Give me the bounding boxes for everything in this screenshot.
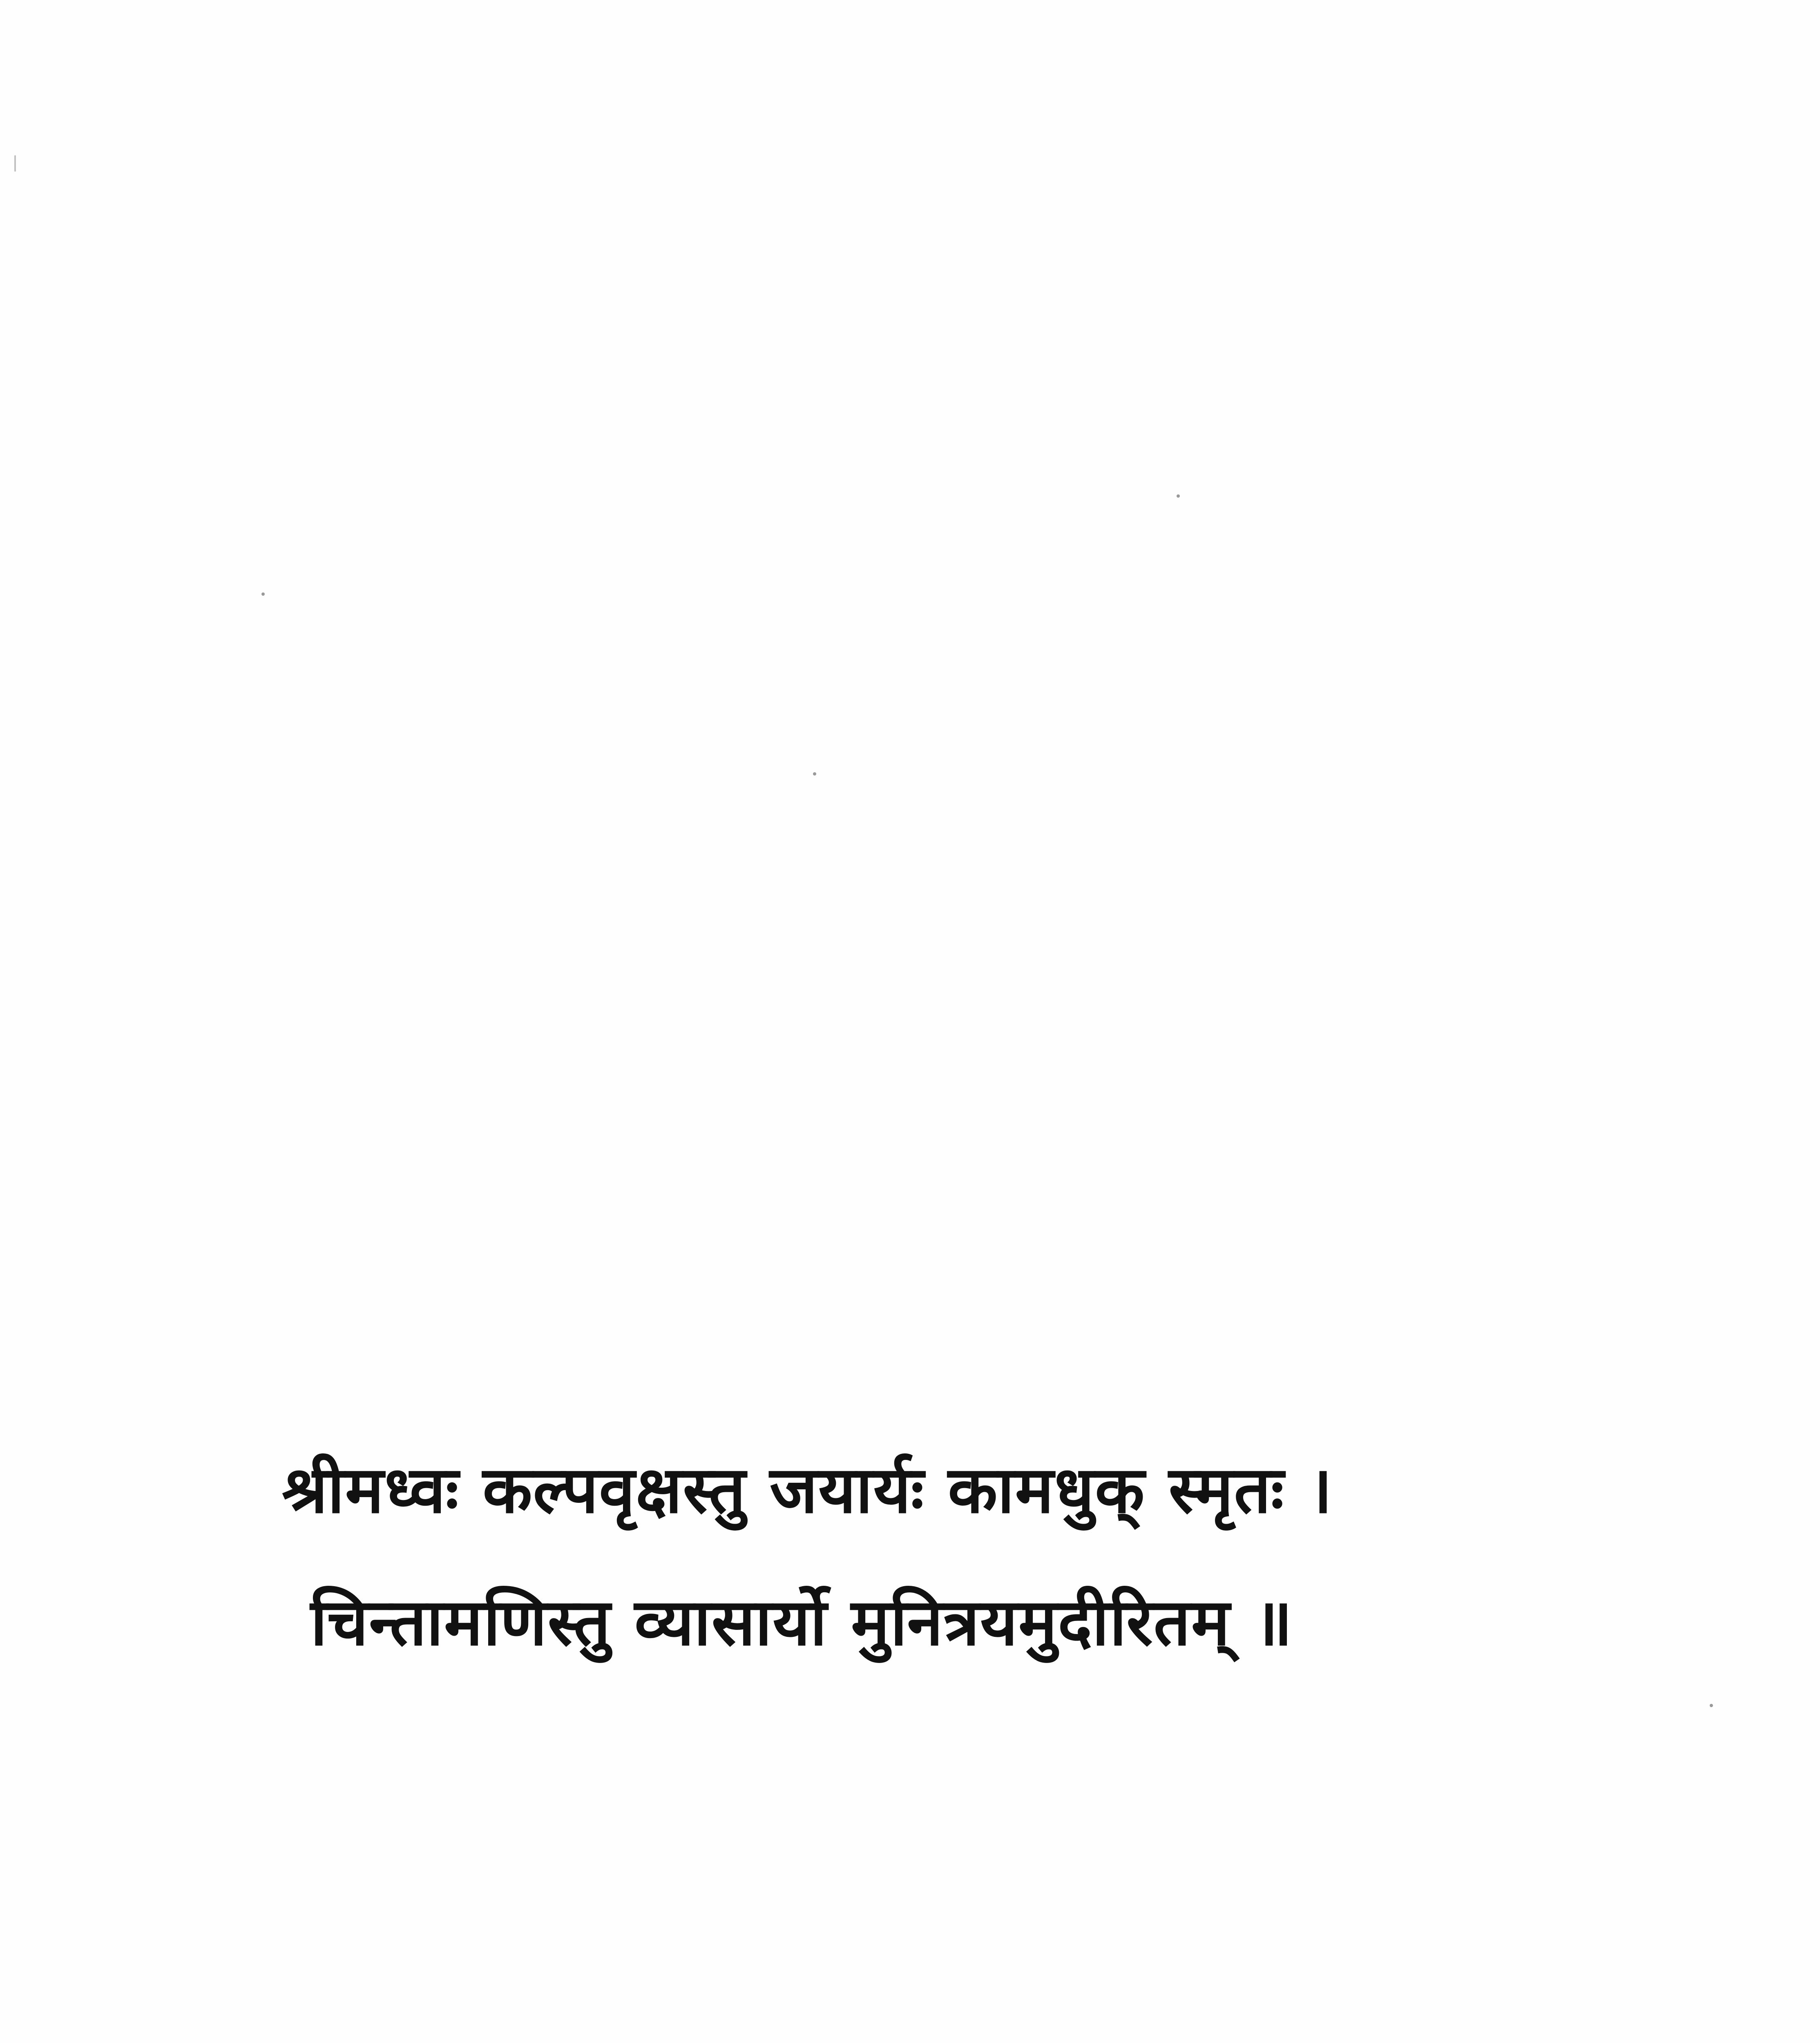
scan-speck [1177, 494, 1180, 498]
verse-line-2: चिन्तामणिस्तु व्यासार्यो मुनित्रयमुदीरितम् ॥ [310, 1584, 1293, 1660]
verse-line-1: श्रीमध्वः कल्पवृक्षस्तु जयार्यः कामधुक् स्मृतः । [282, 1452, 1333, 1528]
scan-speck [261, 592, 265, 596]
sanskrit-verse [229, 1452, 1618, 1660]
scan-speck [813, 772, 816, 776]
scan-speck [1710, 1704, 1713, 1707]
scan-speck [14, 155, 16, 172]
